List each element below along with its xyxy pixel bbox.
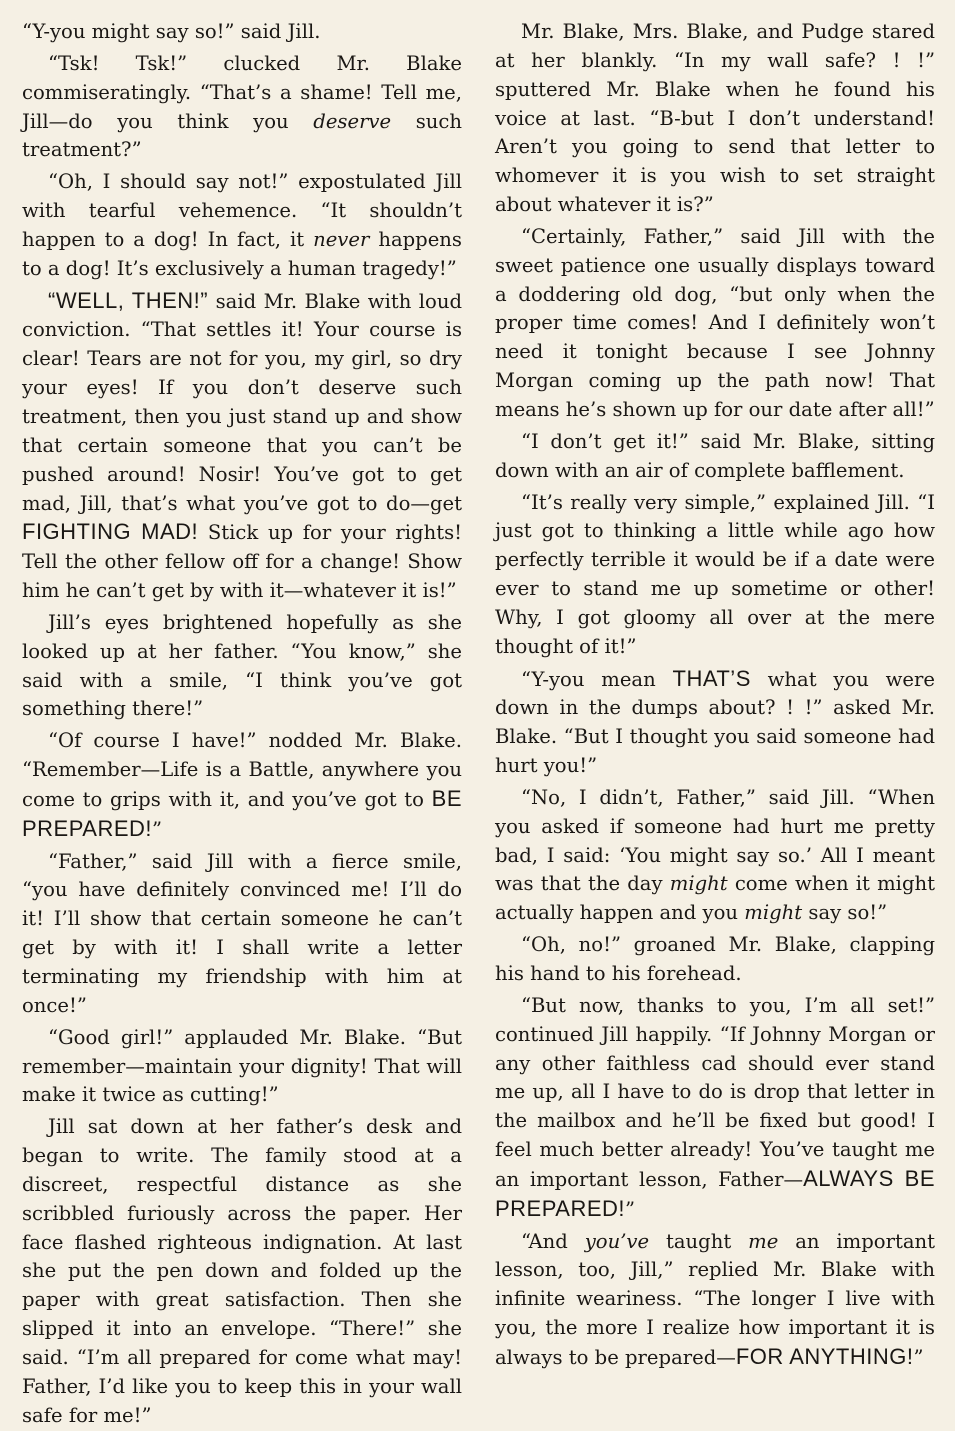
paragraph: “Certainly, Father,” said Jill with the sweet patience one usually displays toward a doddering old dog, “but only when the proper time comes! And I definitely won’t need it tonight because I see Johnny Morgan coming up the path now! That means he’s shown up for our date after all!” [495, 224, 935, 421]
paragraph: “But now, thanks to you, I’m all set!” continued Jill happily. “If Johnny Morgan or any other faithless cad should ever stand me up, all I have to do is drop that letter in the mailbox and he’ll be fixed but good! I feel much better already! You’ve taught me an important lesson, Father—ALWAYS BE PREPARED!” [495, 993, 936, 1221]
paragraph: “Oh, I should say not!” expostulated Jill with tearful vehemence. “It shouldn’t happen to a dog! In fact, it never happens to a dog! It’s exclusively a human tragedy!” [22, 170, 462, 280]
paragraph: “And you’ve taught me an important lesson, too, Jill,” replied Mr. Blake with infinite weariness. “The longer I live with you, the more I realize how important it is always to be prepared—FOR ANYTHING!” [495, 1229, 935, 1369]
paragraph: “Father,” said Jill with a fierce smile, “you have definitely convinced me! I’ll do it! I’ll show that certain someone he can’t get by with it! I shall write a letter terminating my friendship with him at once!” [22, 849, 462, 1017]
paragraph: “Of course I have!” nodded Mr. Blake. “Remember—Life is a Battle, anywhere you come to grips with it, and you’ve got to BE PREPARED!” [22, 729, 462, 841]
paragraph: “Tsk! Tsk!” clucked Mr. Blake commiseratingly. “That’s a shame! Tell me, Jill—do you think you deserve such treatment?” [22, 51, 462, 162]
paragraph: “Y-you might say so!” said Jill. [22, 20, 321, 43]
right-column [495, 18, 936, 1369]
paragraph: “I don’t get it!” said Mr. Blake, sitting down with an air of complete bafflement. [495, 429, 935, 482]
paragraph: Jill’s eyes brightened hopefully as she looked up at her father. “You know,” she said with a smile, “I think you’ve got something there!” [22, 610, 462, 721]
paragraph: “Good girl!” applauded Mr. Blake. “But remember—maintain your dignity! That will make it twice as cutting!” [22, 1025, 462, 1107]
paragraph: “WELL, THEN!” said Mr. Blake with loud conviction. “That settles it! Your course is clear! Tears are not for you, my girl, so dry your eyes! If you don’t deserve such treatment, then you just stand up and show that certain someone that you can’t be pushed around! Nosir! You’ve got to get mad, Jill, that’s what you’ve got to do—get FIGHTING MAD! Stick up for your rights! Tell the other fellow off for a change! Show him he can’t get by with it—whatever it is!” [22, 287, 463, 603]
paragraph: “Oh, no!” groaned Mr. Blake, clapping his hand to his forehead. [495, 933, 935, 985]
paragraph: Jill sat down at her father’s desk and began to write. The family stood at a discreet, respectful distance as she scribbled furiously across the paper. Her face flashed righteous indignation. At last she put the pen down and folded up the paper with great satisfaction. Then she slipped it into an envelope. “There!” she said. “I’m all prepared for come what may! Father, I’d like you to keep this in your wall safe for me!” [22, 1115, 462, 1427]
left-column [22, 18, 463, 1427]
paragraph: “It’s really very simple,” explained Jill. “I just got to thinking a little while ago how perfectly terrible it would be if a date were ever to stand me up sometime or other! Why, I got gloomy all over at the mere thought of it!” [495, 490, 935, 658]
paragraph: Mr. Blake, Mrs. Blake, and Pudge stared at her blankly. “In my wall safe? ! !” sputtered Mr. Blake when he found his voice at last. “B-but I don’t understand! Aren’t you going to send that letter to whomever it is you wish to set straight about whatever it is?” [495, 20, 935, 217]
paragraph: “No, I didn’t, Father,” said Jill. “When you asked if someone had hurt me pretty bad, I said: ‘You might say so.’ All I meant was that the day might come when it might actually happen and you might say so!” [495, 785, 935, 925]
paragraph: “Y-you mean THAT’S what you were down in the dumps about? ! !” asked Mr. Blake. “But I thought you said someone had hurt you!” [495, 665, 935, 778]
